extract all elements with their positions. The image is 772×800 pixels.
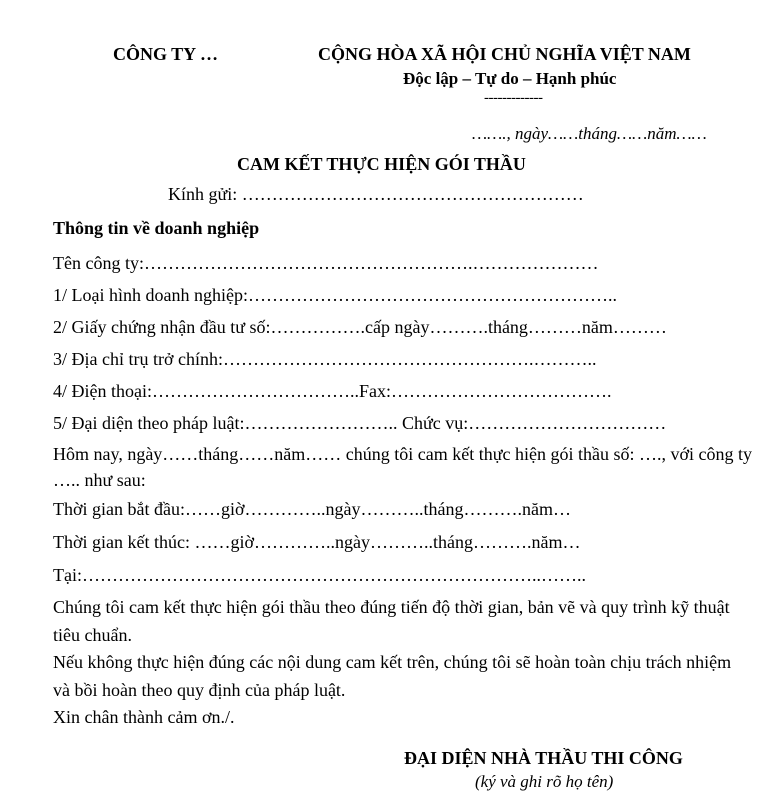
location-field: Tại:…………………………………………………………………..…….. (53, 565, 586, 585)
legal-representative-field: 5/ Đại diện theo pháp luật:…………………….. Chức vụ:…………………………… (53, 413, 667, 433)
liability-paragraph: Nếu không thực hiện đúng các nội dung cam kết trên, chúng tôi sẽ hoàn toàn chịu trách nhiệm và bồi hoàn theo quy định của pháp luật. (53, 652, 732, 700)
motto-divider: ------------- (484, 90, 543, 106)
end-time-field: Thời gian kết thúc: ……giờ…………..ngày………..tháng……….năm… (53, 532, 581, 552)
signature-note: (ký và ghi rõ họ tên) (475, 772, 614, 791)
document-title: CAM KẾT THỰC HIỆN GÓI THẦU (237, 154, 526, 174)
pledge-paragraph: Chúng tôi cam kết thực hiện gói thầu theo đúng tiến độ thời gian, bản vẽ và quy trình kỹ thuật tiêu chuẩn. (53, 597, 730, 645)
company-name-field: Tên công ty:……………………………………………….………………… (53, 253, 599, 273)
company-header: CÔNG TY … (113, 44, 219, 64)
head-office-field: 3/ Địa chỉ trụ trở chính:…………………………………………….……….. (53, 349, 597, 369)
phone-fax-field: 4/ Điện thoại:……………………………..Fax:………………………………. (53, 381, 612, 401)
investment-certificate-field: 2/ Giấy chứng nhận đầu tư số:…………….cấp ngày……….tháng………năm……… (53, 317, 667, 337)
section-heading: Thông tin về doanh nghiệp (53, 218, 260, 238)
business-type-field: 1/ Loại hình doanh nghiệp:…………………………………………………….. (53, 285, 617, 305)
start-time-field: Thời gian bắt đầu:……giờ…………..ngày………..tháng……….năm… (53, 499, 571, 519)
signature-title: ĐẠI DIỆN NHÀ THẦU THI CÔNG (404, 748, 683, 768)
recipient-line: Kính gửi: ………………………………………………… (168, 184, 584, 204)
commitment-intro: Hôm nay, ngày……tháng……năm…… chúng tôi cam kết thực hiện gói thầu số: …., với công ty ….. như sau: (53, 444, 752, 490)
national-motto: Độc lập – Tự do – Hạnh phúc (403, 69, 617, 88)
national-title: CỘNG HÒA XÃ HỘI CHỦ NGHĨA VIỆT NAM (318, 44, 691, 64)
date-line: ……., ngày……tháng……năm…… (472, 124, 707, 143)
closing-line: Xin chân thành cảm ơn./. (53, 707, 235, 727)
